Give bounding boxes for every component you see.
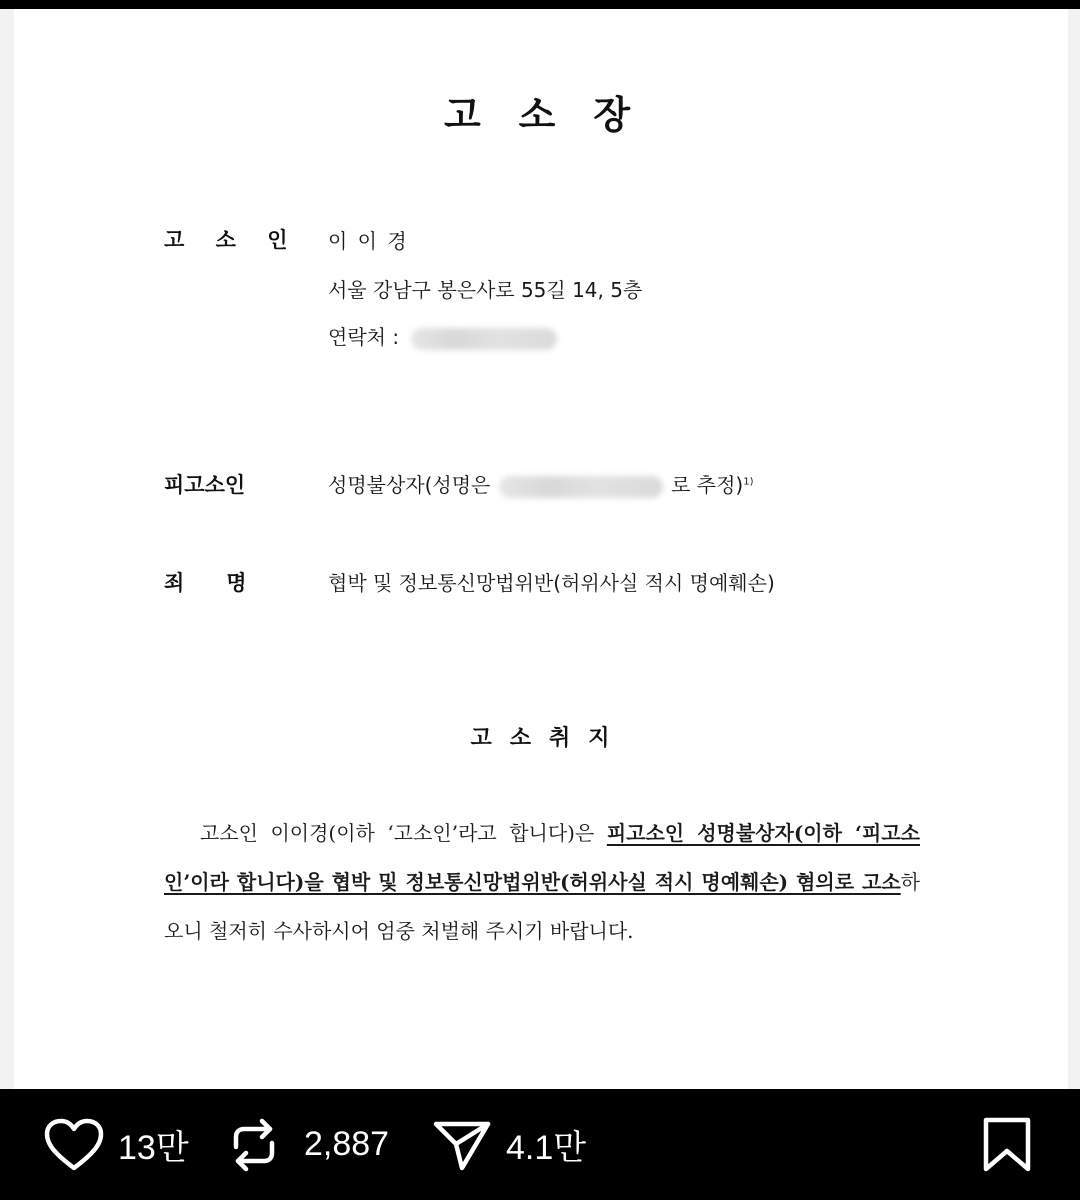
redacted-name bbox=[499, 476, 663, 498]
defendant-value bbox=[328, 469, 753, 498]
redacted-contact bbox=[411, 328, 557, 350]
complainant-address: 서울 강남구 봉은사로 55길 14, 5층 bbox=[328, 278, 643, 302]
share-button[interactable] bbox=[432, 1089, 586, 1200]
purpose-text-2: 하오니 철저히 수사하시어 엄중 처벌해 주시기 바랍니다. bbox=[164, 870, 920, 943]
send-icon bbox=[432, 1118, 492, 1172]
post-image bbox=[0, 9, 1080, 1089]
complainant-label: 고 소 인 bbox=[164, 228, 300, 252]
like-count: 13만 bbox=[118, 1129, 189, 1167]
heart-icon bbox=[44, 1118, 104, 1172]
footnote-mark: 1) bbox=[743, 476, 754, 488]
purpose-text-bold: 피고소인 성명불상자(이하 ‘피고소인’이라 합니다)을 협박 및 정보통신망법위반(허위사실 적시 명예훼손) 혐의로 고소 bbox=[164, 821, 920, 894]
complainant-contact bbox=[328, 321, 557, 350]
save-button[interactable] bbox=[982, 1089, 1032, 1200]
share-count: 4.1만 bbox=[506, 1129, 587, 1167]
action-bar bbox=[0, 1089, 1080, 1200]
bookmark-icon bbox=[982, 1117, 1032, 1173]
top-strip bbox=[0, 0, 1080, 9]
repost-icon bbox=[230, 1117, 278, 1173]
purpose-paragraph bbox=[164, 809, 920, 956]
purpose-title: 고소취지 bbox=[470, 726, 628, 751]
charge-value: 협박 및 정보통신망법위반(허위사실 적시 명예훼손) bbox=[328, 571, 775, 595]
purpose-text-1: 고소인 이이경(이하 ‘고소인’라고 합니다)은 bbox=[200, 821, 607, 845]
defendant-prefix: 성명불상자(성명은 bbox=[328, 473, 491, 497]
repost-button[interactable] bbox=[230, 1089, 389, 1200]
defendant-suffix: 로 추정) bbox=[671, 473, 744, 497]
defendant-label: 피고소인 bbox=[164, 473, 246, 497]
contact-label: 연락처 : bbox=[328, 325, 400, 349]
complainant-name: 이 이 경 bbox=[328, 229, 409, 253]
like-button[interactable] bbox=[44, 1089, 189, 1200]
repost-count: 2,887 bbox=[304, 1125, 390, 1163]
complaint-document bbox=[14, 9, 1068, 1089]
charge-label: 죄 명 bbox=[164, 571, 247, 595]
document-title: 고소장 bbox=[443, 93, 669, 137]
